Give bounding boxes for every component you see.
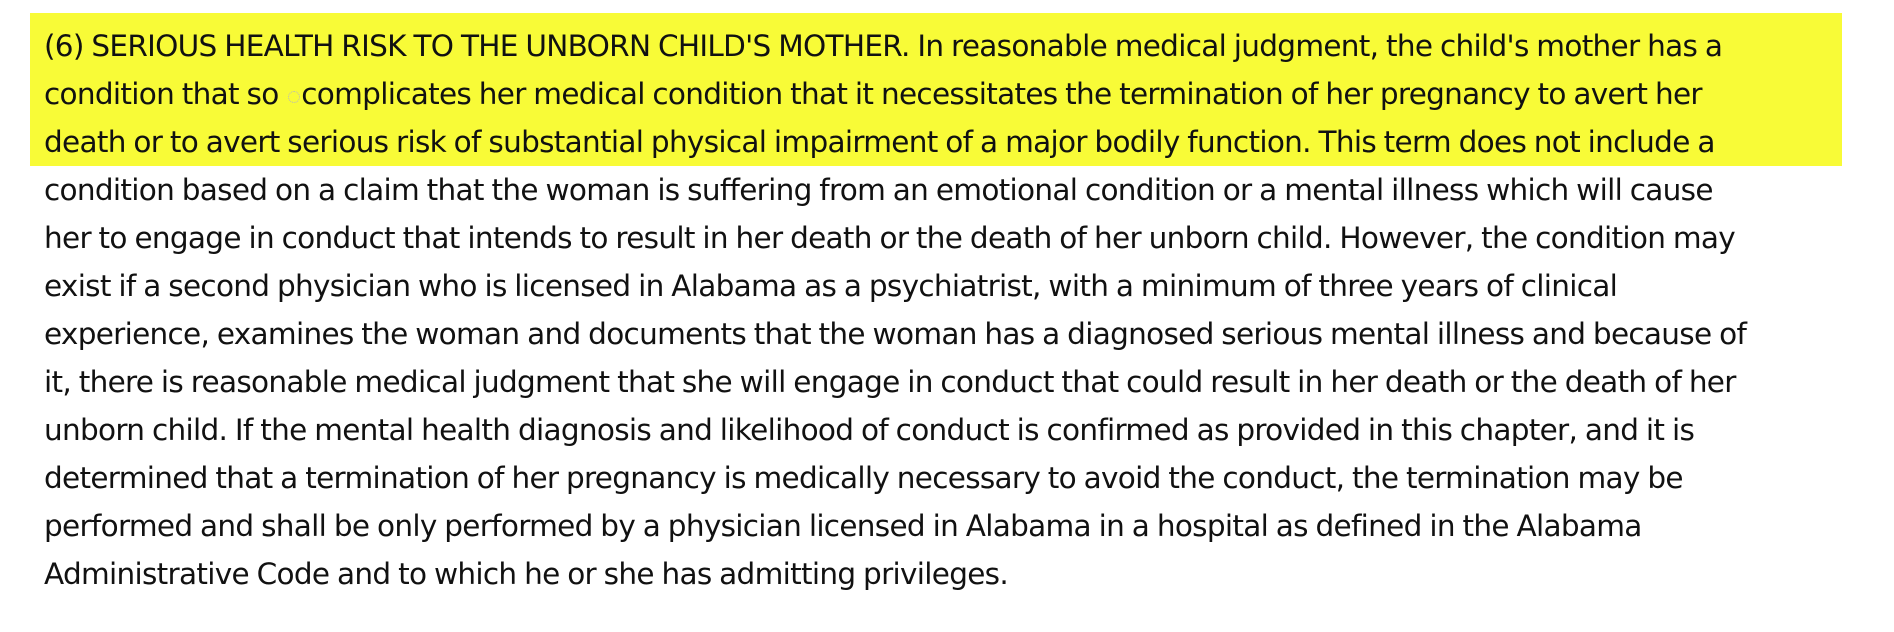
text-line-5[interactable]: her to engage in conduct that intends to result in her death or the death of her unborn child. However, the condition may [44, 221, 1736, 255]
text-line-10[interactable]: determined that a termination of her pregnancy is medically necessary to avoid the conduct, the termination may be [44, 461, 1683, 495]
text-line-12[interactable]: Administrative Code and to which he or she has admitting privileges. [44, 557, 1009, 591]
text-line-2-start: condition that so [44, 77, 287, 111]
text-line-4[interactable]: condition based on a claim that the woman is suffering from an emotional condition or a mental illness which will cause [44, 173, 1713, 207]
text-line-8[interactable]: it, there is reasonable medical judgment that she will engage in conduct that could result in her death or the death of her [44, 365, 1736, 399]
text-line-3[interactable]: death or to avert serious risk of substantial physical impairment of a major bodily function. This term does not include a [44, 125, 1715, 159]
text-line-2-end: complicates her medical condition that it necessitates the termination of her pregnancy to avert her [301, 77, 1702, 111]
text-line-7[interactable]: experience, examines the woman and documents that the woman has a diagnosed serious mental illness and because of [44, 317, 1747, 351]
text-line-9[interactable]: unborn child. If the mental health diagnosis and likelihood of conduct is confirmed as provided in this chapter, and it is [44, 413, 1695, 447]
text-line-11[interactable]: performed and shall be only performed by a physician licensed in Alabama in a hospital as defined in the Alabama [44, 509, 1642, 543]
text-line-1[interactable]: (6) SERIOUS HEALTH RISK TO THE UNBORN CHILD'S MOTHER. In reasonable medical judgment, the child's mother has a [44, 29, 1723, 63]
text-line-6[interactable]: exist if a second physician who is licensed in Alabama as a psychiatrist, with a minimum of three years of clinical [44, 269, 1618, 303]
text-line-2[interactable] [44, 70, 1702, 118]
text-cursor-icon [288, 91, 300, 103]
